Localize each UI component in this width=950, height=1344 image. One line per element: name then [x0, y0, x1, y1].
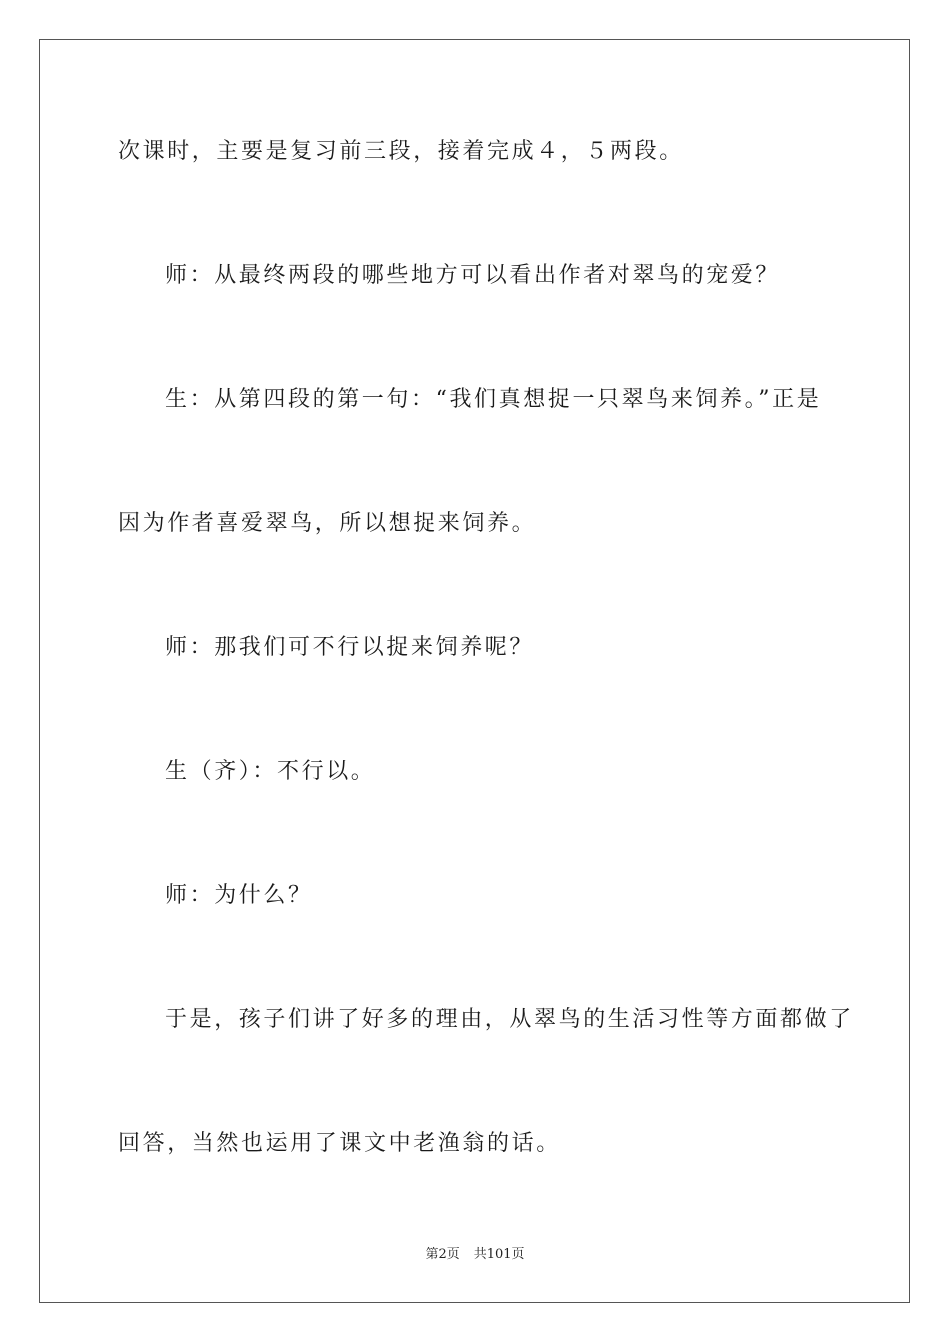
page-total: 共101页: [473, 1247, 525, 1262]
paragraph-line-7: 师：为什么？: [165, 883, 313, 908]
paragraph-line-1: 次课时，主要是复习前三段，接着完成４，５两段。: [118, 139, 684, 164]
paragraph-line-3: 生：从第四段的第一句：“我们真想捉一只翠鸟来饲养。”正是: [165, 387, 822, 412]
paragraph-line-5: 师：那我们可不行以捉来饲养呢？: [165, 635, 535, 660]
paragraph-line-8: 于是，孩子们讲了好多的理由，从翠鸟的生活习性等方面都做了: [165, 1007, 854, 1032]
page-footer: [0, 1246, 950, 1264]
page-frame: [39, 39, 910, 1303]
paragraph-line-2: 师：从最终两段的哪些地方可以看出作者对翠鸟的宠爱？: [165, 263, 781, 288]
paragraph-line-9: 回答，当然也运用了课文中老渔翁的话。: [118, 1131, 561, 1156]
paragraph-line-4: 因为作者喜爱翠鸟，所以想捉来饲养。: [118, 511, 537, 536]
paragraph-line-6: 生（齐）：不行以。: [165, 759, 376, 784]
page-number: 第2页: [425, 1247, 460, 1262]
